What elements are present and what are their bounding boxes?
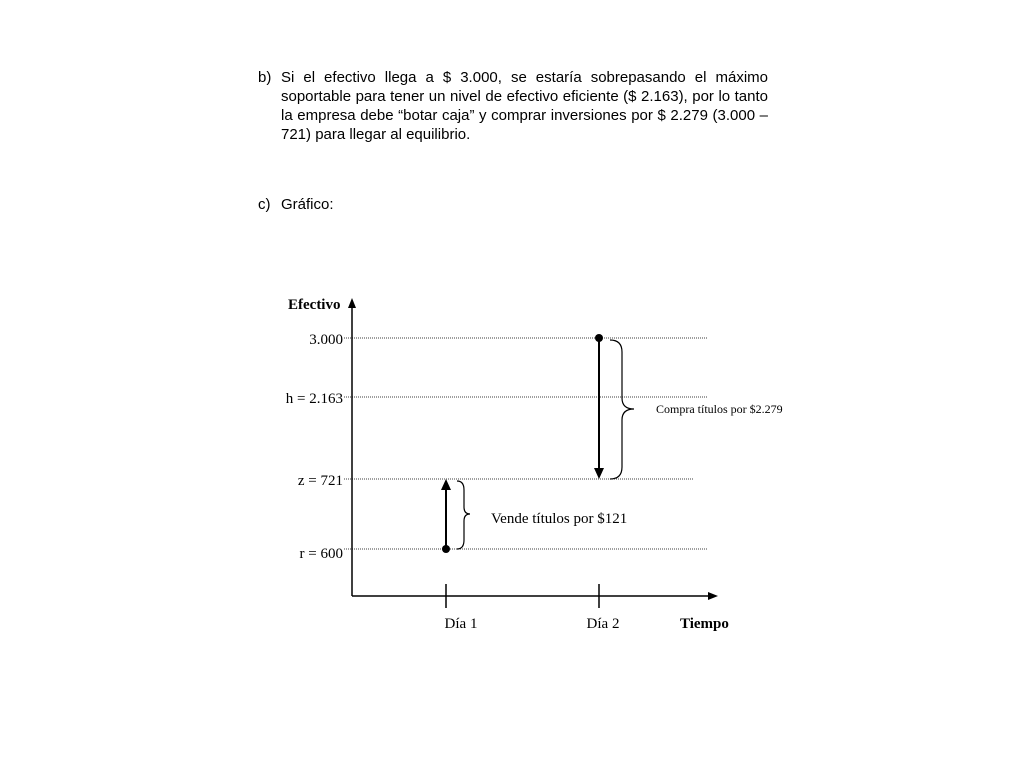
level-label-r: r = 600 (299, 546, 343, 562)
sell-brace-icon (457, 481, 470, 549)
level-label-3000: 3.000 (309, 332, 343, 348)
y-axis-label: Efectivo (288, 297, 341, 313)
x-axis-arrow-icon (708, 592, 718, 600)
day-2-label: Día 2 (586, 616, 620, 632)
y-axis-arrow-icon (348, 298, 356, 308)
list-marker-b: b) (258, 69, 272, 86)
buy-brace-icon (610, 340, 634, 479)
day-1-label: Día 1 (444, 616, 478, 632)
day-2-arrowhead-icon (594, 468, 604, 479)
level-label-h: h = 2.163 (285, 391, 343, 407)
list-marker-c: c) (258, 196, 271, 213)
paragraph-b: Si el efectivo llega a $ 3.000, se estaría sobrepasando el máximo soportable para tener un nivel de efectivo eficiente ($ 2.163), por lo tanto la empresa debe “botar caja” y comprar inversiones por $ 2.279 (3.000 – 721) para llegar al equilibrio. (281, 69, 768, 143)
day-1-arrowhead-icon (441, 479, 451, 490)
buy-annotation: Compra títulos por $2.279 (656, 402, 783, 416)
level-label-z: z = 721 (297, 473, 343, 489)
sell-annotation: Vende títulos por $121 (491, 511, 628, 527)
x-axis-label: Tiempo (680, 616, 729, 632)
paragraph-c: Gráfico: (281, 196, 334, 213)
